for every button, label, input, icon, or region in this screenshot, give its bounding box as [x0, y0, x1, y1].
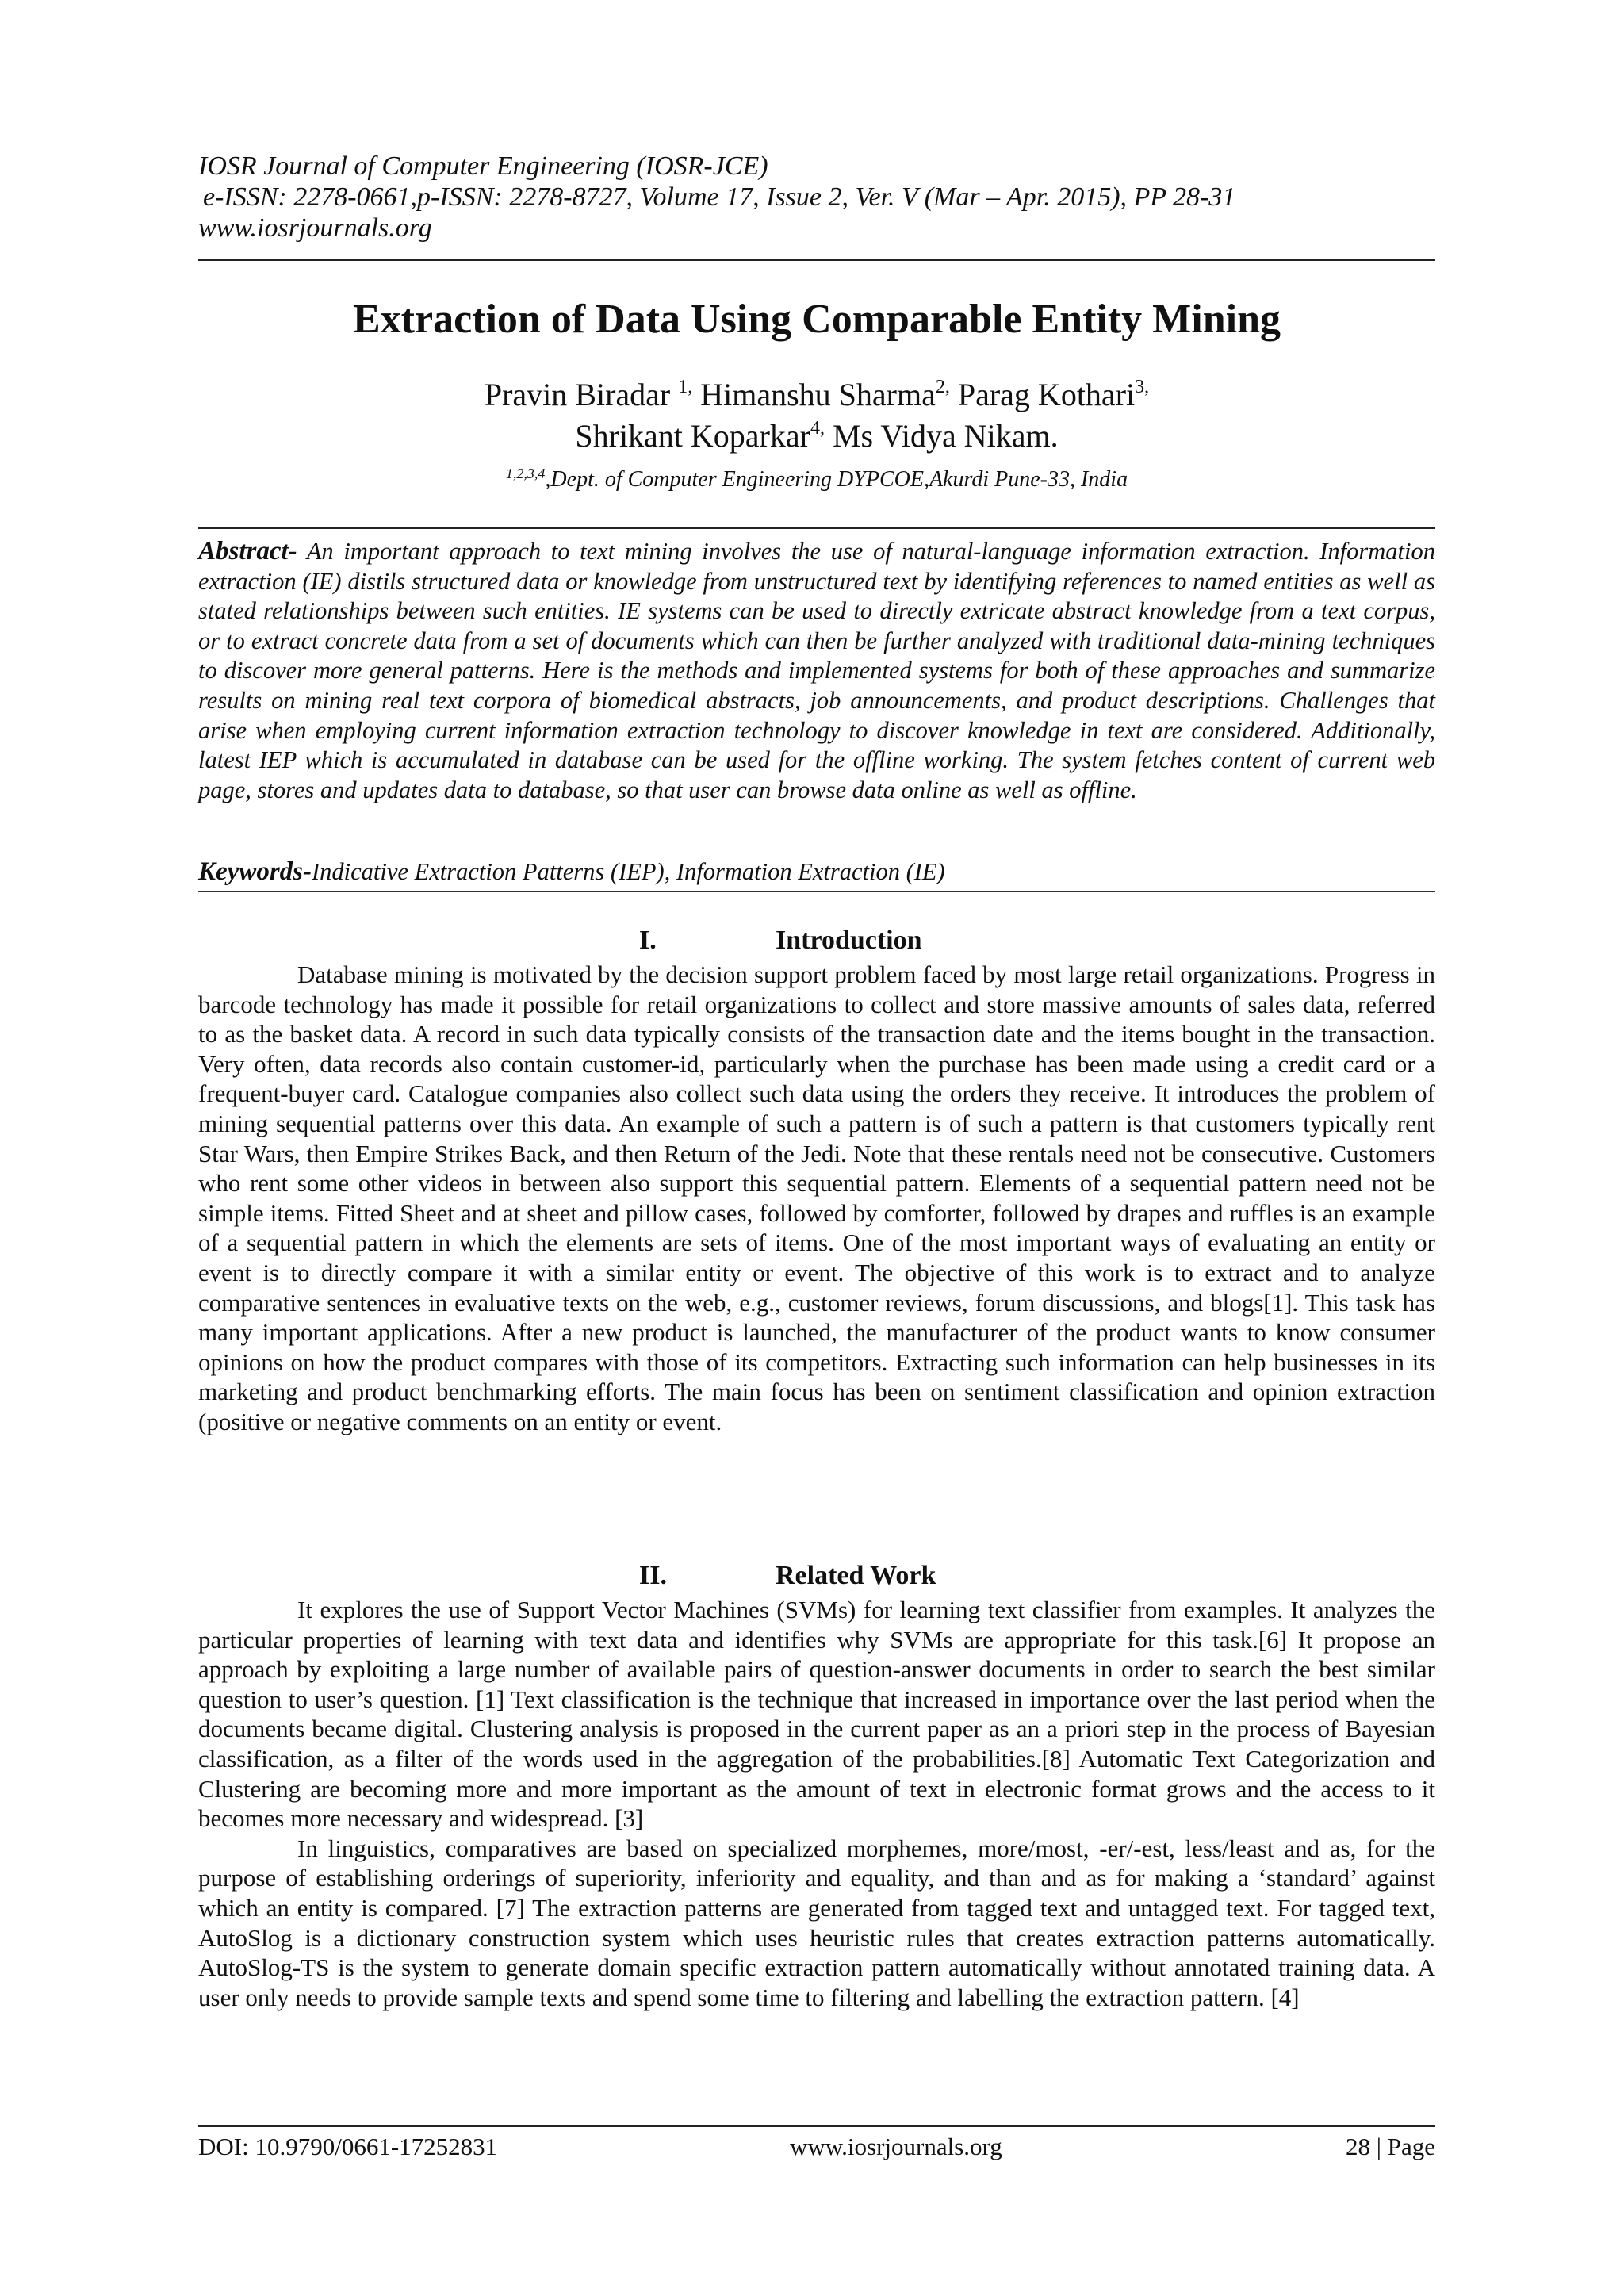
affiliation-text: ,Dept. of Computer Engineering DYPCOE,Akurdi Pune-33, India	[545, 467, 1128, 492]
author-name: Himanshu Sharma	[700, 377, 936, 412]
keywords-label: Keywords-	[198, 857, 312, 886]
author-superscript: 1,	[678, 377, 693, 397]
abstract-bottom-rule	[198, 891, 1435, 892]
author-name: Shrikant Koparkar	[575, 418, 810, 454]
keywords-text: Indicative Extraction Patterns (IEP), Information Extraction (IE)	[312, 858, 945, 885]
journal-header	[198, 151, 1435, 243]
author-superscript: 3,	[1135, 377, 1150, 397]
paper-page	[198, 0, 1435, 2296]
abstract-top-rule	[198, 527, 1435, 529]
journal-name: IOSR Journal of Computer Engineering (IOSR-JCE)	[198, 151, 768, 181]
affiliation	[198, 466, 1435, 493]
abstract	[198, 537, 1435, 805]
footer-rule	[198, 2125, 1435, 2127]
author-list	[198, 374, 1435, 457]
paper-title: Extraction of Data Using Comparable Entity Mining	[353, 297, 1281, 342]
section-title: Introduction	[776, 926, 922, 955]
paragraph: In linguistics, comparatives are based on specialized morphemes, more/most, -er/-est, less/least and as, for the purpose of establishing orderings of superiority, inferiority and equality, and than and as for making a ‘standard’ against which an entity is compared. [7] The extraction patterns are generated from tagged text and untagged text. For tagged text, AutoSlog is a dictionary construction system which uses heuristic rules that creates extraction patterns automatically. AutoSlog-TS is the system to generate domain specific extraction pattern automatically without annotated training data. A user only needs to provide sample texts and spend some time to filtering and labelling the extraction pattern. [4]	[198, 1834, 1435, 2011]
footer-doi: DOI: 10.9790/0661-17252831	[198, 2133, 498, 2160]
section-title: Related Work	[776, 1561, 936, 1590]
footer-website: www.iosrjournals.org	[790, 2133, 1002, 2160]
section-body-related-work	[198, 1595, 1435, 2012]
author-superscript: 2,	[935, 377, 950, 397]
author-name: Pravin Biradar	[484, 377, 671, 412]
section-number: II.	[639, 1561, 667, 1590]
author-superscript: 4,	[810, 418, 825, 439]
author-line-2	[198, 416, 1435, 457]
section-number: I.	[639, 926, 657, 955]
abstract-label: Abstract-	[198, 537, 297, 565]
paragraph: It explores the use of Support Vector Machines (SVMs) for learning text classifier from examples. It analyzes the particular properties of learning with text data and identifies why SVMs are appropriate for this task.[6] It propose an approach by exploiting a large number of available pairs of question-answer documents in order to search the best similar question to user’s question. [1] Text classification is the technique that increased in importance over the last period when the documents became digital. Clustering analysis is proposed in the current paper as an a priori step in the process of Bayesian classification, as a filter of the words used in the aggregation of the probabilities.[8] Automatic Text Categorization and Clustering are becoming more and more important as the amount of text in electronic format grows and the access to it becomes more necessary and widespread. [3]	[198, 1596, 1435, 1833]
keywords	[198, 857, 1435, 887]
section-body-introduction	[198, 960, 1435, 1437]
affiliation-superscript: 1,2,3,4	[505, 466, 546, 481]
author-name: Ms Vidya Nikam.	[832, 418, 1059, 454]
author-line-1	[198, 374, 1435, 416]
journal-website: www.iosrjournals.org	[198, 213, 432, 243]
page-number: 28 | Page	[1346, 2133, 1435, 2160]
header-rule	[198, 259, 1435, 261]
author-name: Parag Kothari	[957, 377, 1136, 412]
abstract-text: An important approach to text mining involves the use of natural-language information extraction. Information extraction (IE) distils structured data or knowledge from unstructured text by identifying references to named entities as well as stated relationships between such entities. IE systems can be used to directly extricate abstract knowledge from a text corpus, or to extract concrete data from a set of documents which can then be further analyzed with traditional data-mining techniques to discover more general patterns. Here is the methods and implemented systems for both of these approaches and summarize results on mining real text corpora of biomedical abstracts, job announcements, and product descriptions. Challenges that arise when employing current information extraction technology to discover knowledge in text are considered. Additionally, latest IEP which is accumulated in database can be used for the offline working. The system fetches content of current web page, stores and updates data to database, so that user can browse data online as well as offline.	[198, 538, 1436, 803]
paragraph: Database mining is motivated by the decision support problem faced by most large retail organizations. Progress in barcode technology has made it possible for retail organizations to collect and store massive amounts of sales data, referred to as the basket data. A record in such data typically consists of the transaction date and the items bought in the transaction. Very often, data records also contain customer-id, particularly when the purchase has been made using a credit card or a frequent-buyer card. Catalogue companies also collect such data using the orders they receive. It introduces the problem of mining sequential patterns over this data. An example of such a pattern is of such a pattern is that customers typically rent Star Wars, then Empire Strikes Back, and then Return of the Jedi. Note that these rentals need not be consecutive. Customers who rent some other videos in between also support this sequential pattern. Elements of a sequential pattern need not be simple items. Fitted Sheet and at sheet and pillow cases, followed by comforter, followed by drapes and ruffles is an example of a sequential pattern in which the elements are sets of items. One of the most important ways of evaluating an entity or event is to directly compare it with a similar entity or event. The objective of this work is to extract and to analyze comparative sentences in evaluative texts on the web, e.g., customer reviews, forum discussions, and blogs[1]. This task has many important applications. After a new product is launched, the manufacturer of the product wants to know consumer opinions on how the product compares with those of its competitors. Extracting such information can help businesses in its marketing and product benchmarking efforts. The main focus has been on sentiment classification and opinion extraction (positive or negative comments on an entity or event.	[198, 960, 1435, 1435]
issn-line: e-ISSN: 2278-0661,p-ISSN: 2278-8727, Volume 17, Issue 2, Ver. V (Mar – Apr. 2015), PP 28-31	[203, 182, 1236, 212]
